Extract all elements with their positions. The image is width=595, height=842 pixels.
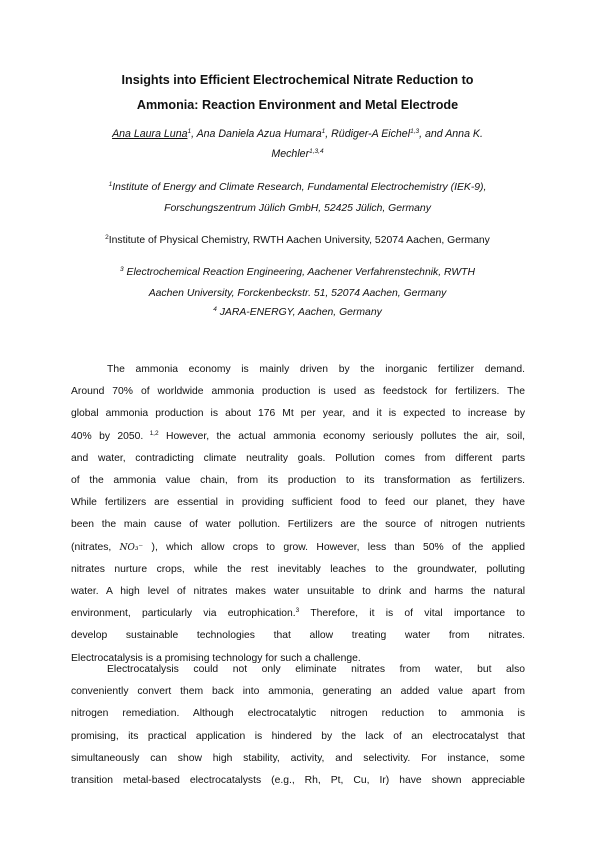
text-line: conveniently convert them back into ammonia, generating an added value apart from (71, 686, 525, 698)
body-paragraph-2 (71, 659, 525, 792)
citation-1-2: 1,2 (143, 429, 159, 437)
affiliation-1-marker: 1 (108, 181, 113, 188)
author-list (70, 124, 525, 164)
author-3: , Rüdiger-A Eichel (325, 128, 411, 140)
affiliation-2-marker: 2 (105, 234, 109, 241)
citation-3: 3 (295, 607, 300, 615)
author-2: , Ana Daniela Azua Humara (191, 128, 322, 140)
text-line: The ammonia economy is mainly driven by the inorganic fertilizer demand. (107, 364, 525, 375)
text-line: global ammonia production is about 176 Mt per year, and it is expected to increase by (71, 408, 525, 420)
text-line (71, 603, 525, 625)
nitrate-formula: NO₃⁻ (119, 542, 144, 553)
paper-title (70, 68, 525, 118)
text-run: ), which allow crops to grow. However, less than 50% of the applied (143, 541, 525, 553)
affiliation-4-text: JARA-ENERGY, Aachen, Germany (216, 307, 382, 318)
author-4-affil: 1,3,4 (309, 148, 324, 155)
author-2-affil: 1 (321, 128, 326, 135)
text-line: water. A high level of nitrates makes water unsuitable to drink and harms the natural (71, 586, 525, 598)
text-line: simultaneously can show high stability, activity, and selectivity. For instance, some (71, 752, 525, 764)
affiliation-3-marker: 3 (120, 266, 124, 273)
affiliation-4-marker: 4 (213, 306, 217, 313)
text-run: 40% by 2050. (71, 430, 144, 442)
text-line: transition metal-based electrocatalysts (e.g., Rh, Pt, Cu, Ir) have shown appreciable (71, 775, 525, 787)
affiliation-3-line-1: Electrochemical Reaction Engineering, Aachener Verfahrenstechnik, RWTH (123, 267, 475, 278)
text-line: While fertilizers are essential in providing sufficient food to feed our planet, they have (71, 497, 525, 509)
body-paragraph-1 (71, 359, 525, 670)
text-run: Therefore, it is of vital importance to (299, 608, 525, 620)
text-line: promising, its practical application is hindered by the lack of an electrocatalyst that (71, 730, 525, 742)
text-line: nitrogen remediation. Although electrocatalytic nitrogen reduction to ammonia is (71, 708, 525, 720)
text-line (71, 426, 525, 448)
affiliation-2-text: Institute of Physical Chemistry, RWTH Aachen University, 52074 Aachen, Germany (108, 235, 490, 246)
author-1-affil: 1 (187, 128, 192, 135)
text-line: of the ammonia value chain, from its production to its transformation as fertilizers. (71, 475, 525, 487)
text-line: develop sustainable technologies that allow treating water from nitrates. (71, 630, 525, 642)
text-run: environment, particularly via eutrophication. (71, 608, 296, 620)
affiliation-4 (60, 302, 535, 323)
author-4-surname: Mechler (271, 148, 310, 160)
affiliation-1-line-1: Institute of Energy and Climate Research, Fundamental Electrochemistry (IEK-9), (112, 182, 487, 193)
affiliation-3-line-2: Aachen University, Forckenbeckstr. 51, 52074 Aachen, Germany (148, 288, 447, 299)
affiliation-1-line-2: Forschungszentrum Jülich GmbH, 52425 Jülich, Germany (164, 203, 431, 214)
text-run: However, the actual ammonia economy seriously pollutes the air, soil, (158, 430, 525, 442)
text-line: nitrates nurture crops, while the rest inevitably leaches to the groundwater, polluting (71, 563, 525, 575)
text-line: Around 70% of worldwide ammonia production is used as feedstock for fertilizers. The (71, 386, 525, 398)
affiliation-2 (60, 230, 535, 251)
affiliation-1 (60, 177, 535, 219)
text-line: Electrocatalysis could not only eliminate nitrates from water, but also (107, 664, 525, 675)
author-1: Ana Laura Luna (112, 128, 188, 140)
author-4: , and Anna K. (419, 128, 483, 140)
text-line: and water, contradicting climate neutrality goals. Pollution comes from different parts (71, 452, 525, 464)
text-run: (nitrates, (71, 541, 120, 553)
title-line-2: Ammonia: Reaction Environment and Metal Electrode (136, 98, 459, 112)
title-line-1: Insights into Efficient Electrochemical Nitrate Reduction to (121, 73, 474, 87)
author-3-affil: 1,3 (410, 128, 420, 135)
text-line (71, 537, 525, 559)
text-line: Electrocatalysis is a promising technology for such a challenge. (71, 652, 361, 664)
text-line: been the main cause of water pollution. Fertilizers are the source of nitrogen nutrients (71, 519, 525, 531)
affiliation-3 (60, 262, 535, 304)
